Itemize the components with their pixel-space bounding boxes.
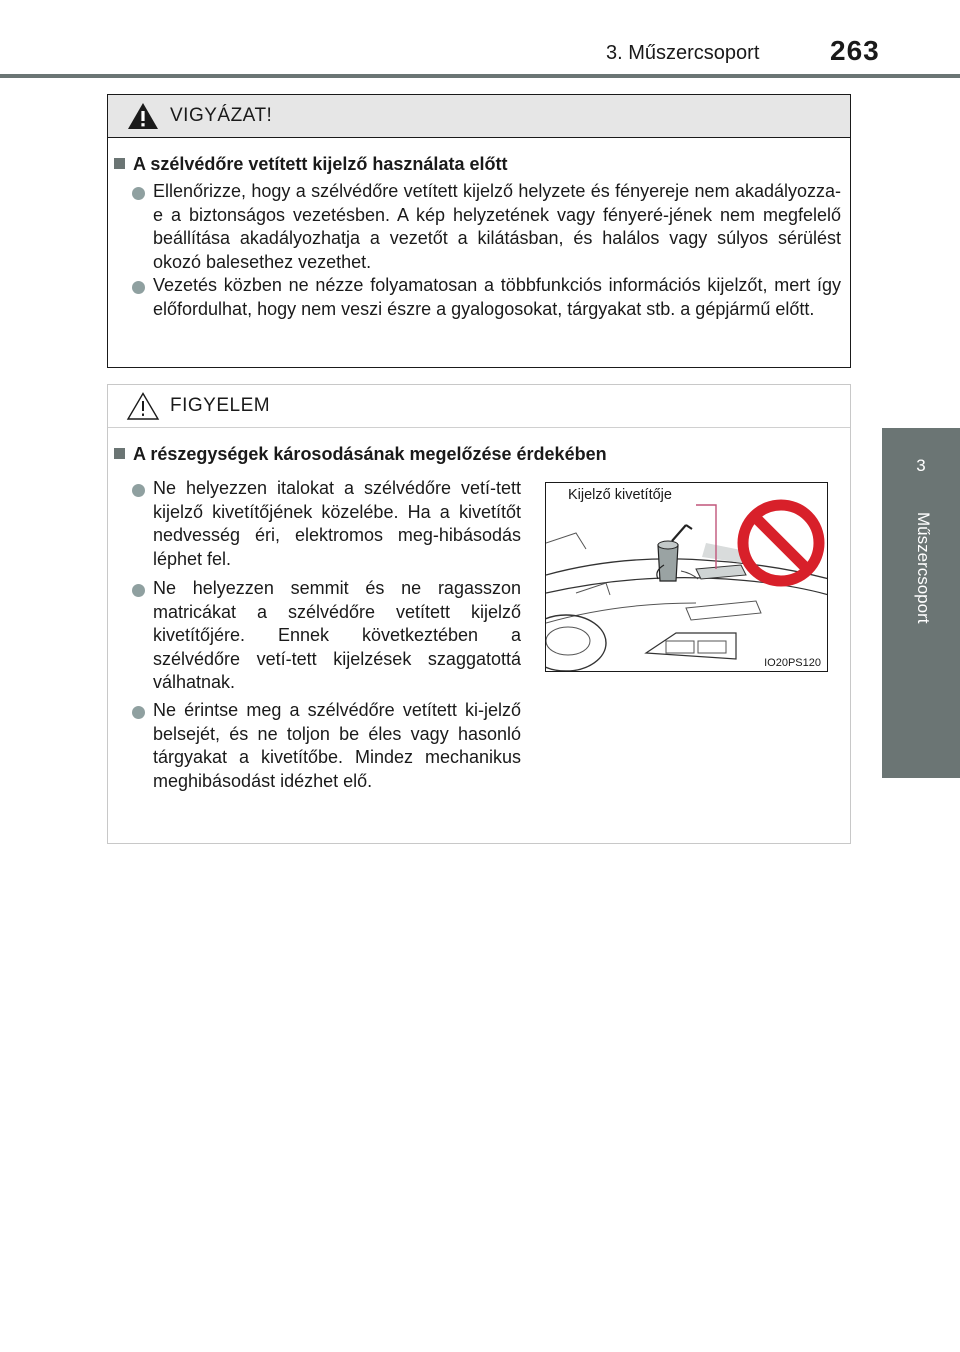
notice-item-2: Ne helyezzen semmit és ne ragasszon matricákat a szélvédőre vetített kijelző kivetítőjére. Ennek következtében a szélvédőre vetí-tett kijelzések szaggatottá válhatnak. [153, 578, 521, 692]
chapter-tab [882, 428, 960, 778]
figure-code: IO20PS120 [764, 657, 821, 669]
bullet-icon [132, 584, 145, 597]
warning-title: VIGYÁZAT! [170, 105, 273, 126]
warning-header [108, 95, 850, 138]
chapter-label-wrap [896, 512, 946, 752]
bullet-icon [132, 484, 145, 497]
square-bullet-icon [114, 448, 125, 459]
dashboard-drawing [546, 483, 828, 672]
notice-subheading [114, 444, 607, 465]
figure-caption: Kijelző kivetítője [568, 487, 672, 503]
bullet-icon [132, 187, 145, 200]
bullet-icon [132, 706, 145, 719]
chapter-number: 3 [916, 456, 926, 475]
warning-subheading-text: A szélvédőre vetített kijelző használata előtt [133, 154, 508, 174]
notice-header [108, 385, 850, 428]
warning-item-2: Vezetés közben ne nézze folyamatosan a többfunkciós információs kijelzőt, mert így előfordulhat, hogy nem veszi észre a gyalogosokat, tárgyakat stb. a gépjármű előtt. [153, 275, 841, 319]
bullet-icon [132, 281, 145, 294]
warning-item-1: Ellenőrizze, hogy a szélvédőre vetített kijelző helyzete és fényereje nem akadályozza-e a biztonságos vezetésben. A kép helyzetének vagy fényeré-jének nem megfelelő beállítása akadályozhatja a vezetőt a kilátásban, és halálos vagy súlyos sérülést okozó balesethez vezethet. [153, 181, 841, 272]
notice-item-3: Ne érintse meg a szélvédőre vetített ki-jelző belsejét, és ne toljon be éles vagy hasonló tárgyakat a kivetítőbe. Mindez mechanikus meghibásodást idézhet elő. [153, 700, 521, 791]
projector-illustration [545, 482, 828, 672]
caution-outline-triangle-icon [126, 391, 160, 421]
notice-subheading-text: A részegységek károsodásának megelőzése érdekében [133, 444, 607, 464]
header-rule [0, 74, 960, 78]
notice-title: FIGYELEM [170, 395, 271, 416]
section-title: 3. Műszercsoport [606, 42, 760, 64]
chapter-label: Műszercsoport [914, 512, 933, 624]
warning-triangle-icon [126, 101, 160, 131]
page-number: 263 [830, 35, 880, 66]
notice-item-1: Ne helyezzen italokat a szélvédőre vetí-tett kijelző kivetítőjének közelébe. Ha a kivetítőt nedvesség éri, elektromos meg-hibásodás léphet fel. [153, 478, 521, 569]
square-bullet-icon [114, 158, 125, 169]
warning-subheading [114, 154, 507, 175]
